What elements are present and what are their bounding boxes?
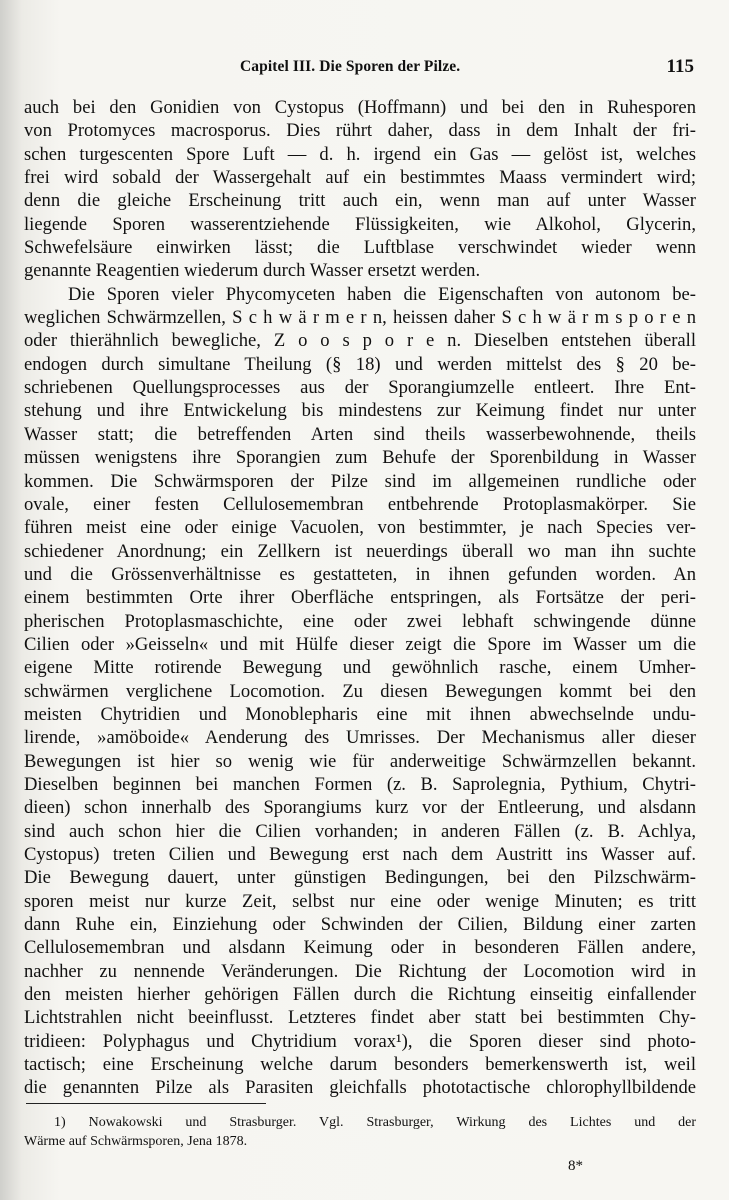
text-line: schiedener Anordnung; ein Zellkern ist neuerdings überall wo man ihn suchte [24, 540, 696, 562]
text-line: kommen. Die Schwärmsporen der Pilze sind im allgemeinen rundliche oder [24, 470, 696, 492]
text-line: tactisch; eine Erscheinung welche darum besonders bemerkenswerth ist, weil [24, 1054, 696, 1076]
text-line: endogen durch simultane Theilung (§ 18) und werden mittelst des § 20 be- [24, 353, 696, 375]
text-line: pherischen Protoplasmaschichte, eine oder zwei lebhaft schwingende dünne [24, 610, 696, 632]
text-line: einem bestimmten Orte ihrer Oberfläche entspringen, als Fortsätze der peri- [24, 587, 696, 609]
text-line: schen turgescenten Spore Luft — d. h. irgend ein Gas — gelöst ist, welches [24, 143, 696, 165]
text-line: stehung und ihre Entwickelung bis mindestens zur Keimung findet nur unter [24, 400, 696, 422]
footnotes [24, 1113, 696, 1151]
text-line: von Protomyces macrosporus. Dies rührt daher, dass in dem Inhalt der fri- [24, 120, 696, 142]
text-line: die genannten Pilze als Parasiten gleichfalls phototactische chlorophyllbildende [24, 1077, 696, 1099]
text-line: Cellulosemembran und alsdann Keimung oder in besonderen Fällen andere, [24, 937, 696, 959]
text-line: Dieselben beginnen bei manchen Formen (z. B. Saprolegnia, Pythium, Chytri- [24, 773, 696, 795]
text-line: führen meist eine oder einige Vacuolen, von bestimmter, je nach Species ver- [24, 517, 696, 539]
footnote-rule [26, 1103, 266, 1104]
text-line: ovale, einer festen Cellulosemembran entbehrende Protoplasmakörper. Sie [24, 493, 696, 515]
page-header [24, 56, 696, 84]
text-line: schriebenen Quellungsprocesses aus der Sporangiumzelle entleert. Ihre Ent- [24, 377, 696, 399]
text-line: Die Sporen vieler Phycomyceten haben die Eigenschaften von autonom be- [68, 283, 696, 305]
text-line: sind auch schon hier die Cilien vorhanden; in anderen Fällen (z. B. Achlya, [24, 820, 696, 842]
footnote-line: 1) Nowakowski und Strasburger. Vgl. Strasburger, Wirkung des Lichtes und der [54, 1115, 696, 1130]
text-line: schwärmen verglichene Locomotion. Zu diesen Bewegungen kommt bei den [24, 680, 696, 702]
text-line: eigene Mitte rotirende Bewegung und gewöhnlich rasche, einem Umher- [24, 657, 696, 679]
text-line: Lichtstrahlen nicht beeinflusst. Letzteres findet aber statt bei bestimmten Chy- [24, 1007, 696, 1029]
text-line: dieen) schon innerhalb des Sporangiums kurz vor der Entleerung, und alsdann [24, 797, 696, 819]
running-head: Capitel III. Die Sporen der Pilze. [240, 58, 461, 75]
text-line: auch bei den Gonidien von Cystopus (Hoffmann) und bei den in Ruhesporen [24, 97, 696, 118]
text-line: weglichen Schwärmzellen, S c h w ä r m e r n, heissen daher S c h w ä r m s p o r e n [24, 307, 696, 329]
text-line: Schwefelsäure einwirken lässt; die Luftblase verschwindet wieder wenn [24, 237, 696, 259]
footnote-line: Wärme auf Schwärmsporen, Jena 1878. [24, 1134, 248, 1149]
text-line: tridieen: Polyphagus und Chytridium vorax¹), die Sporen dieser sind photo- [24, 1030, 696, 1052]
text-line: Die Bewegung dauert, unter günstigen Bedingungen, bei den Pilzschwärm- [24, 867, 696, 889]
text-line: oder thierähnlich bewegliche, Z o o s p o r e n. Dieselben entstehen überall [24, 330, 696, 352]
text-line: Wasser statt; die betreffenden Arten sind theils wasserbewohnende, theils [24, 423, 696, 445]
text-line: nachher zu nennende Veränderungen. Die Richtung der Locomotion wird in [24, 960, 696, 982]
text-line: und die Grössenverhältnisse es gestatteten, in ihnen gefunden worden. An [24, 563, 696, 585]
text-line: den meisten hierher gehörigen Fällen durch die Richtung einseitig einfallender [24, 984, 696, 1006]
text-line: Cilien oder »Geisseln« und mit Hülfe dieser zeigt die Spore im Wasser um die [24, 633, 696, 655]
text-line: frei wird sobald der Wassergehalt auf ein bestimmtes Maass vermindert wird; [24, 167, 696, 189]
page-number: 115 [666, 56, 694, 77]
text-line: Cystopus) treten Cilien und Bewegung erst nach dem Austritt ins Wasser auf. [24, 844, 696, 865]
text-line: Bewegungen ist hier so wenig wie für anderweitige Schwärmzellen bekannt. [24, 750, 696, 772]
text-line: dann Ruhe ein, Einziehung oder Schwinden der Cilien, Bildung einer zarten [24, 914, 696, 936]
text-line: liegende Sporen wasserentziehende Flüssigkeiten, wie Alkohol, Glycerin, [24, 213, 696, 235]
text-line: müssen wenigstens ihre Sporangien zum Behufe der Sporenbildung in Wasser [24, 447, 696, 469]
text-line: meisten Chytridien und Monoblepharis eine mit ihnen abwechselnde undu- [24, 703, 696, 725]
text-line: sporen meist nur kurze Zeit, selbst nur eine oder wenige Minuten; es tritt [24, 890, 696, 912]
text-line: genannte Reagentien wiederum durch Wasser ersetzt werden. [24, 260, 481, 282]
text-line: lirende, »amöboide« Aenderung des Umrisses. Der Mechanismus aller dieser [24, 727, 696, 749]
text-line: denn die gleiche Erscheinung tritt auch ein, wenn man auf unter Wasser [24, 190, 696, 212]
body-text [24, 96, 696, 1100]
signature-mark: 8* [568, 1158, 583, 1174]
